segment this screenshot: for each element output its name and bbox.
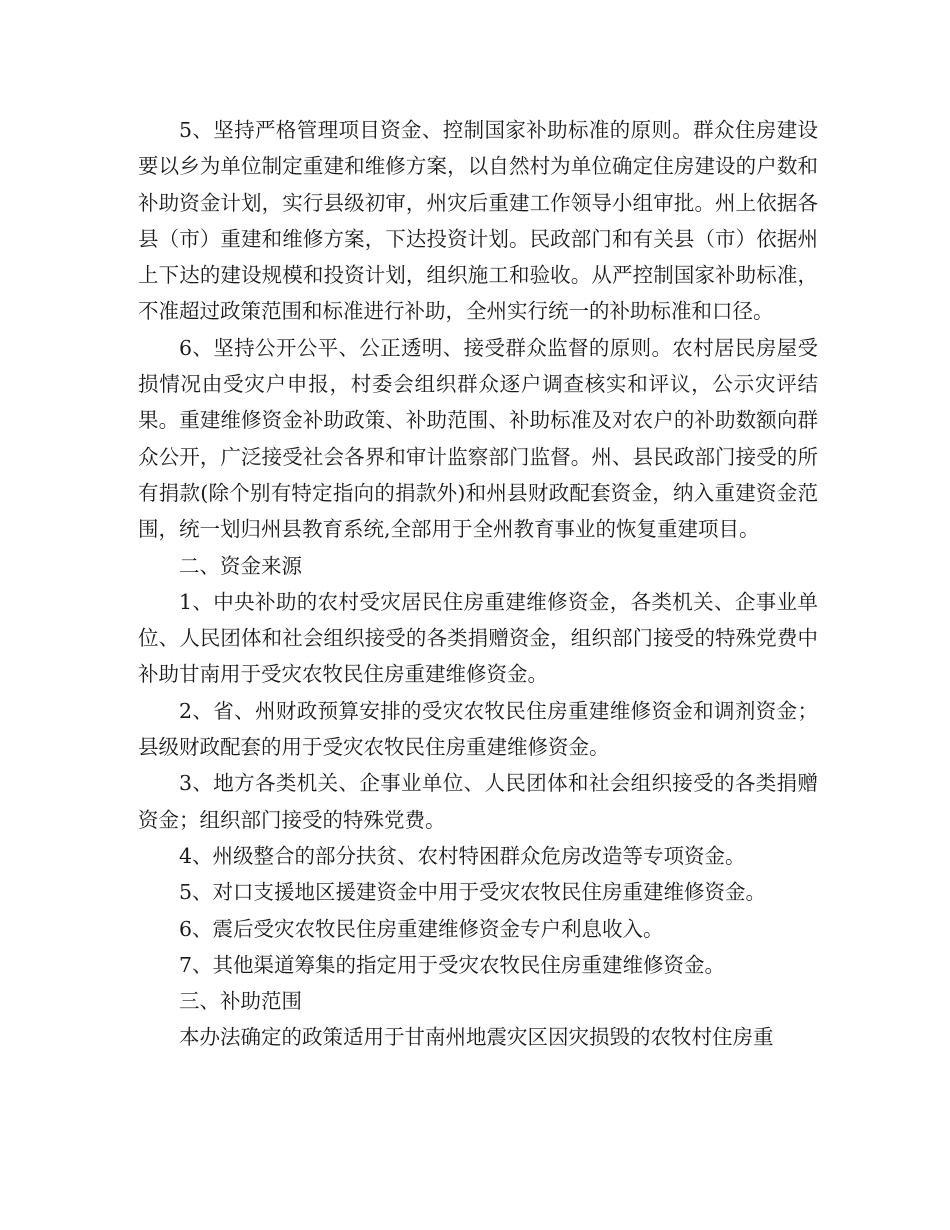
- section-heading-subsidy-scope: 三、补助范围: [179, 989, 302, 1014]
- paragraph-source-4: 4、州级整合的部分扶贫、农村特困群众危房改造等专项资金。: [179, 843, 746, 868]
- paragraph-source-2: 2、省、州财政预算安排的受灾农牧民住房重建维修资金和调剂资金；县级财政配套的用于受灾农牧民住房重建维修资金。: [138, 698, 818, 760]
- paragraph-source-1: 1、中央补助的农村受灾居民住房重建维修资金，各类机关、企事业单位、人民团体和社会组织接受的各类捐赠资金，组织部门接受的特殊党费中补助甘南用于受灾农牧民住房重建维修资金。: [138, 589, 818, 687]
- paragraph-source-7: 7、其他渠道筹集的指定用于受灾农牧民住房重建维修资金。: [179, 952, 726, 977]
- document-page: [138, 112, 818, 1056]
- paragraph-scope: 本办法确定的政策适用于甘南州地震灾区因灾损毁的农牧村住房重: [179, 1025, 774, 1050]
- paragraph-source-6: 6、震后受灾农牧民住房重建维修资金专户利息收入。: [179, 916, 664, 941]
- paragraph-principle-5: 5、坚持严格管理项目资金、控制国家补助标准的原则。群众住房建设要以乡为单位制定重建和维修方案，以自然村为单位确定住房建设的户数和补助资金计划，实行县级初审，州灾后重建工作领导小组审批。州上依据各县（市）重建和维修方案，下达投资计划。民政部门和有关县（市）依据州上下达的建设规模和投资计划，组织施工和验收。从严控制国家补助标准，不准超过政策范围和标准进行补助，全州实行统一的补助标准和口径。: [138, 118, 818, 324]
- paragraph-source-3: 3、地方各类机关、企事业单位、人民团体和社会组织接受的各类捐赠资金；组织部门接受的特殊党费。: [138, 771, 818, 832]
- paragraph-source-5: 5、对口支援地区援建资金中用于受灾农牧民住房重建维修资金。: [179, 880, 767, 905]
- section-heading-funding-sources: 二、资金来源: [179, 553, 302, 578]
- paragraph-principle-6: 6、坚持公开公平、公正透明、接受群众监督的原则。农村居民房屋受损情况由受灾户申报，村委会组织群众逐户调查核实和评议，公示灾评结果。重建维修资金补助政策、补助范围、补助标准及对农户的补助数额向群众公开，广泛接受社会各界和审计监察部门监督。州、县民政部门接受的所有捐款(除个别有特定指向的捐款外)和州县财政配套资金，纳入重建资金范围，统一划归州县教育系统,全部用于全州教育事业的恢复重建项目。: [138, 335, 818, 542]
